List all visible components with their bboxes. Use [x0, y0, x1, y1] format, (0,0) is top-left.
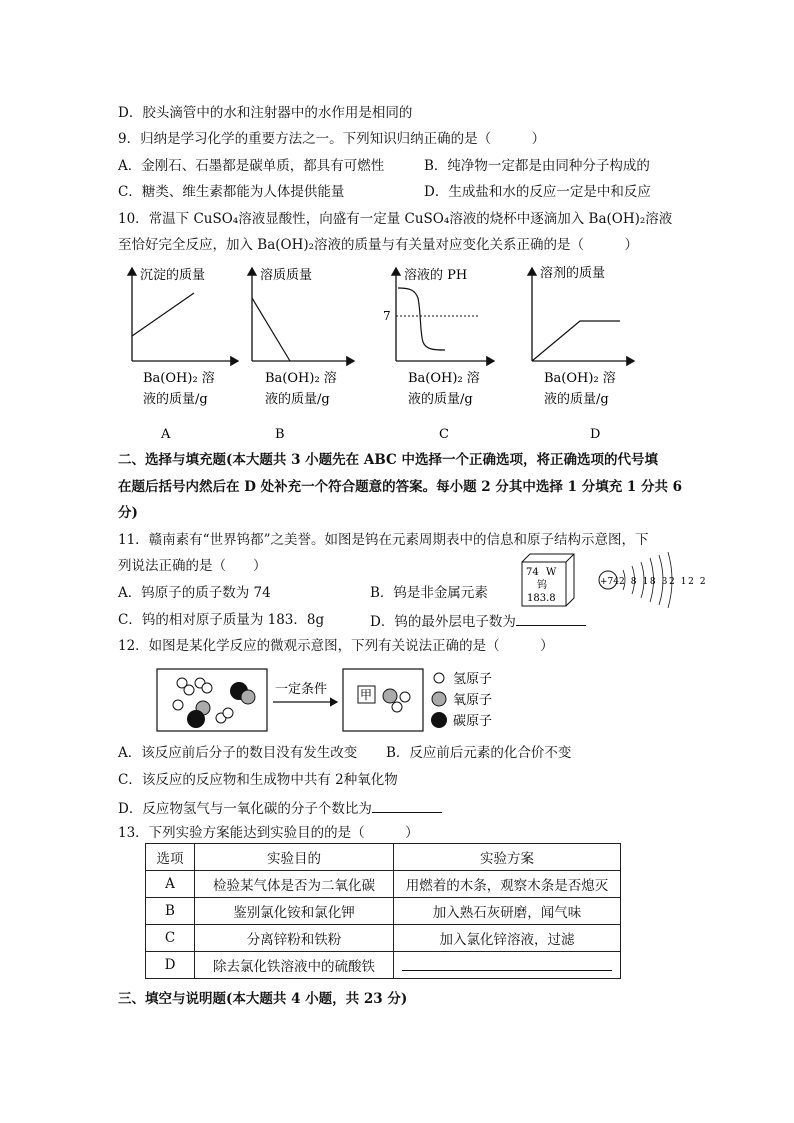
q11-answer-blank[interactable] [516, 611, 586, 626]
q8-option-d: D．胶头滴管中的水和注射器中的水作用是相同的 [118, 105, 413, 121]
table-row [146, 925, 621, 952]
chart-a [132, 267, 238, 442]
row-b-plan: 加入熟石灰研磨，闻气味 [394, 898, 621, 925]
chart-c-ylabel: 溶液的 PH [404, 268, 468, 283]
table-header-row [146, 844, 621, 871]
h-atom [392, 702, 402, 712]
arrow-condition: 一定条件 [275, 682, 328, 697]
q11-option-c: C．钨的相对原子质量为 183．8g [118, 612, 325, 628]
row-c-purpose: 分离锌粉和铁粉 [195, 925, 394, 952]
q12-option-c: C．该反应的反应物和生成物中共有 2种氧化物 [118, 772, 398, 788]
tungsten-figure [518, 548, 708, 610]
reaction-diagram [155, 664, 525, 736]
row-b-option: B [146, 898, 195, 925]
chart-d-xlabel-2: 液的质量/g [544, 392, 609, 407]
q12-option-a: A．该反应前后分子的数目没有发生改变 [118, 745, 358, 761]
chart-c-series [398, 288, 445, 350]
chart-a-series [132, 293, 194, 336]
q11-option-d-text: D．钨的最外层电子数为 [370, 614, 516, 630]
h-atom [184, 685, 194, 695]
q10-stem-line1: 10．常温下 CuSO₄溶液显酸性，向盛有一定量 CuSO₄溶液的烧杯中逐滴加入 Ba(OH)₂溶液 [118, 211, 673, 227]
cell-mass: 183.8 [527, 593, 556, 604]
q12-option-d [118, 798, 442, 818]
reaction-arrow [273, 682, 337, 702]
product-box [343, 669, 423, 731]
c-atom [187, 710, 205, 728]
q12-stem: 12．如图是某化学反应的微观示意图，下列有关说法正确的是（ ） [118, 638, 554, 654]
q11-stem-line2: 列说法正确的是（ ） [118, 558, 267, 574]
h-atom [223, 708, 233, 718]
q9-option-c: C．糖类、维生素都能为人体提供能量 [118, 184, 345, 200]
chart-c [383, 267, 494, 442]
chart-b-series [252, 298, 290, 361]
row-c-plan: 加入氯化锌溶液，过滤 [394, 925, 621, 952]
row-c-option: C [146, 925, 195, 952]
q12-answer-blank[interactable] [372, 798, 442, 813]
row-a-purpose: 检验某气体是否为二氧化碳 [195, 871, 394, 898]
header-purpose: 实验目的 [195, 844, 394, 871]
header-option: 选项 [146, 844, 195, 871]
chart-c-label: C [439, 427, 449, 442]
q12-option-b: B．反应前后元素的化合价不变 [386, 745, 572, 761]
h-atom [202, 683, 212, 693]
row-a-option: A [146, 871, 195, 898]
periodic-cell [522, 554, 574, 606]
row-a-plan: 用燃着的木条，观察木条是否熄灭 [394, 871, 621, 898]
section3-title: 三、填空与说明题(本大题共 4 小题，共 23 分) [118, 991, 408, 1007]
cell-name: 钨 [537, 580, 547, 591]
electron-shells: 2 8 18 32 12 2 [619, 577, 708, 587]
table-row [146, 952, 621, 979]
chart-d-label: D [590, 427, 601, 442]
q10-stem-line2: 至恰好完全反应，加入 Ba(OH)₂溶液的质量与有关量对应变化关系正确的是（ ） [118, 237, 639, 253]
chart-b [252, 267, 354, 442]
q9-option-b: B．纯净物一定都是由同种分子构成的 [424, 158, 650, 174]
product-jia: 甲 [360, 688, 373, 702]
q9-option-d: D．生成盐和水的反应一定是中和反应 [424, 184, 651, 200]
chart-c-reference-label: 7 [383, 309, 391, 323]
row-d-plan [394, 952, 621, 979]
chart-a-xlabel-2: 液的质量/g [143, 392, 208, 407]
table-row [146, 871, 621, 898]
header-plan: 实验方案 [394, 844, 621, 871]
chart-a-ylabel: 沉淀的质量 [140, 268, 206, 283]
cell-number: 74 [526, 567, 539, 578]
q9-stem: 9．归纳是学习化学的重要方法之一。下列知识归纳正确的是（ ） [118, 131, 546, 147]
q13-stem: 13．下列实验方案能达到实验目的的是（ ） [118, 825, 419, 841]
chart-b-xlabel-2: 液的质量/g [265, 392, 330, 407]
h-atom [400, 692, 410, 702]
row-b-purpose: 鉴别氯化铵和氯化钾 [195, 898, 394, 925]
section2-line2: 在题后括号内然后在 D 处补充一个符合题意的答案。每小题 2 分其中选择 1 分填充 1 分共 6 [118, 479, 683, 495]
experiment-table [145, 843, 621, 979]
chart-b-label: B [275, 427, 285, 442]
cell-symbol: W [546, 567, 557, 578]
chart-a-label: A [161, 427, 171, 442]
chart-d-ylabel: 溶剂的质量 [540, 266, 606, 281]
q11-stem-line1: 11．赣南素有“世界钨都”之美誉。如图是钨在元素周期表中的信息和原子结构示意图，下 [118, 532, 649, 548]
section2-line1: 二、选择与填充题(本大题共 3 小题先在 ABC 中选择一个正确选项，将正确选项的代号填 [118, 452, 658, 468]
chart-a-xlabel-1: Ba(OH)₂ 溶 [143, 371, 215, 386]
chart-b-xlabel-1: Ba(OH)₂ 溶 [265, 371, 337, 386]
nucleus-charge: +74 [600, 577, 619, 587]
h-atom [173, 700, 183, 710]
legend-carbon: 碳原子 [453, 714, 493, 729]
chart-d [532, 265, 634, 442]
q11-option-d [370, 611, 586, 631]
table-row [146, 898, 621, 925]
atom-structure [599, 552, 707, 608]
chart-d-xlabel-1: Ba(OH)₂ 溶 [544, 371, 616, 386]
chart-c-xlabel-2: 液的质量/g [408, 392, 473, 407]
legend-oxygen: 氧原子 [453, 693, 493, 708]
q11-option-b: B．钨是非金属元素 [370, 585, 488, 601]
o-atom [383, 689, 397, 703]
chart-b-ylabel: 溶质质量 [260, 268, 313, 283]
q9-option-a: A．金刚石、石墨都是碳单质，都具有可燃性 [118, 158, 385, 174]
legend [431, 672, 492, 729]
section2-line3: 分) [118, 505, 138, 521]
q13-answer-blank[interactable] [402, 956, 612, 971]
chart-d-series [532, 321, 620, 361]
q11-option-a: A．钨原子的质子数为 74 [118, 585, 271, 601]
q12-option-d-text: D．反应物氢气与一氧化碳的分子个数比为 [118, 801, 372, 817]
row-d-option: D [146, 952, 195, 979]
q10-charts [110, 258, 690, 443]
legend-hydrogen: 氢原子 [453, 672, 493, 687]
o-atom [241, 690, 255, 704]
reactant-box [157, 669, 267, 731]
row-d-purpose: 除去氯化铁溶液中的硫酸铁 [195, 952, 394, 979]
chart-c-xlabel-1: Ba(OH)₂ 溶 [408, 371, 480, 386]
